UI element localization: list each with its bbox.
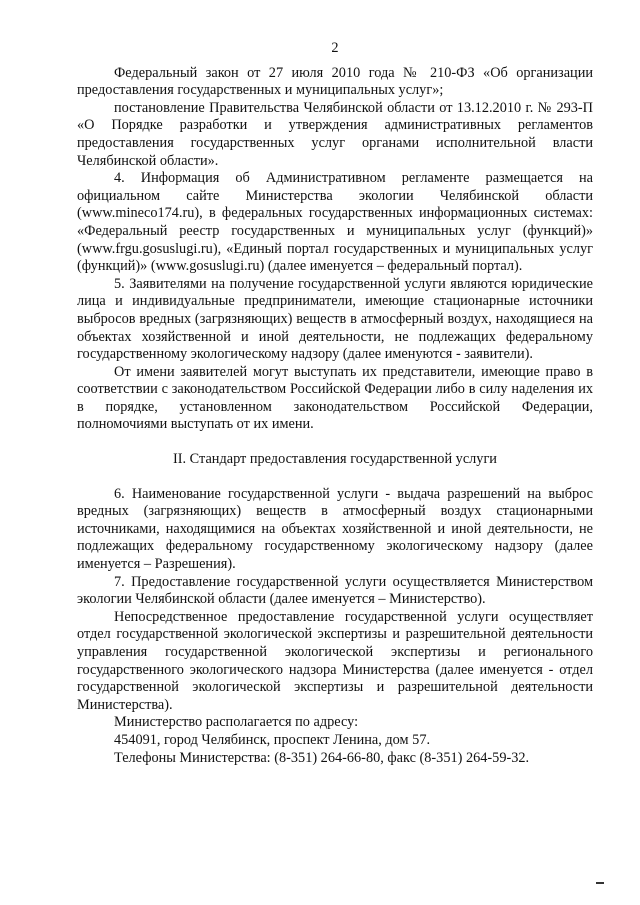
scan-edge-mark — [596, 882, 604, 884]
paragraph-phones: Телефоны Министерства: (8-351) 264-66-80, факс (8-351) 264-59-32. — [114, 749, 530, 766]
paragraph-item-5-applicants: 5. Заявителями на получение государственной услуги являются юридические лица и индивидуальные предприниматели, имеющие стационарные источники выбросов вредных (загрязняющих) веществ в атмосферный воздух, находящиеся на объектах хозяйственной и иной деятельности, не подлежащих федеральному государственному экологическому надзору (далее именуются - заявители). — [77, 275, 593, 363]
section-title: II. Стандарт предоставления государственной услуги — [173, 451, 497, 468]
paragraph-item-6-service-name: 6. Наименование государственной услуги - выдача разрешений на выброс вредных (загрязняющих) веществ в атмосферный воздух стационарными источниками, находящимися на объектах хозяйственной и иной деятельности, не подлежащих федеральному государственному экологическому надзору (далее именуется – Разрешения). — [77, 485, 593, 573]
paragraph-item-7-provider: 7. Предоставление государственной услуги осуществляется Министерством экологии Челябинской области (далее именуется – Министерство). — [77, 573, 593, 608]
paragraph-resolution-293: постановление Правительства Челябинской области от 13.12.2010 г. № 293-П «О Порядке разработки и утверждения административных регламентов предоставления государственных услуг органами исполнительной власти Челябинской области». — [77, 99, 593, 169]
page-number: 2 — [331, 40, 339, 56]
paragraph-item-4-information: 4. Информация об Административном регламенте размещается на официальном сайте Министерства экологии Челябинской области (www.mineco174.ru), в федеральных государственных информационных системах: «Федеральный реестр государственных и муниципальных услуг (функций)» (www.frgu.gosuslugi.ru), «Единый портал государственных и муниципальных услуг (функций)» (www.gosuslugi.ru) (далее именуется – федеральный портал). — [77, 170, 593, 275]
document-page — [77, 40, 593, 767]
paragraph-federal-law-210: Федеральный закон от 27 июля 2010 года № 210-ФЗ «Об организации предоставления государственных и муниципальных услуг»; — [77, 64, 593, 99]
paragraph-address-label: Министерство располагается по адресу: — [114, 714, 359, 731]
paragraph-representatives: От имени заявителей могут выступать их представители, имеющие право в соответствии с законодательством Российской Федерации либо в силу наделения их в порядке, установленном законодательством Российской Федерации, полномочиями выступать от их имени. — [77, 363, 593, 433]
paragraph-address: 454091, город Челябинск, проспект Ленина, дом 57. — [114, 731, 431, 748]
paragraph-department: Непосредственное предоставление государственной услуги осуществляет отдел государственной экологической экспертизы и разрешительной деятельности управления государственной экологической экспертизы и регионального государственного экологического надзора Министерства (далее именуется - отдел государственной экологической экспертизы и разрешительной деятельности Министерства). — [77, 608, 593, 713]
